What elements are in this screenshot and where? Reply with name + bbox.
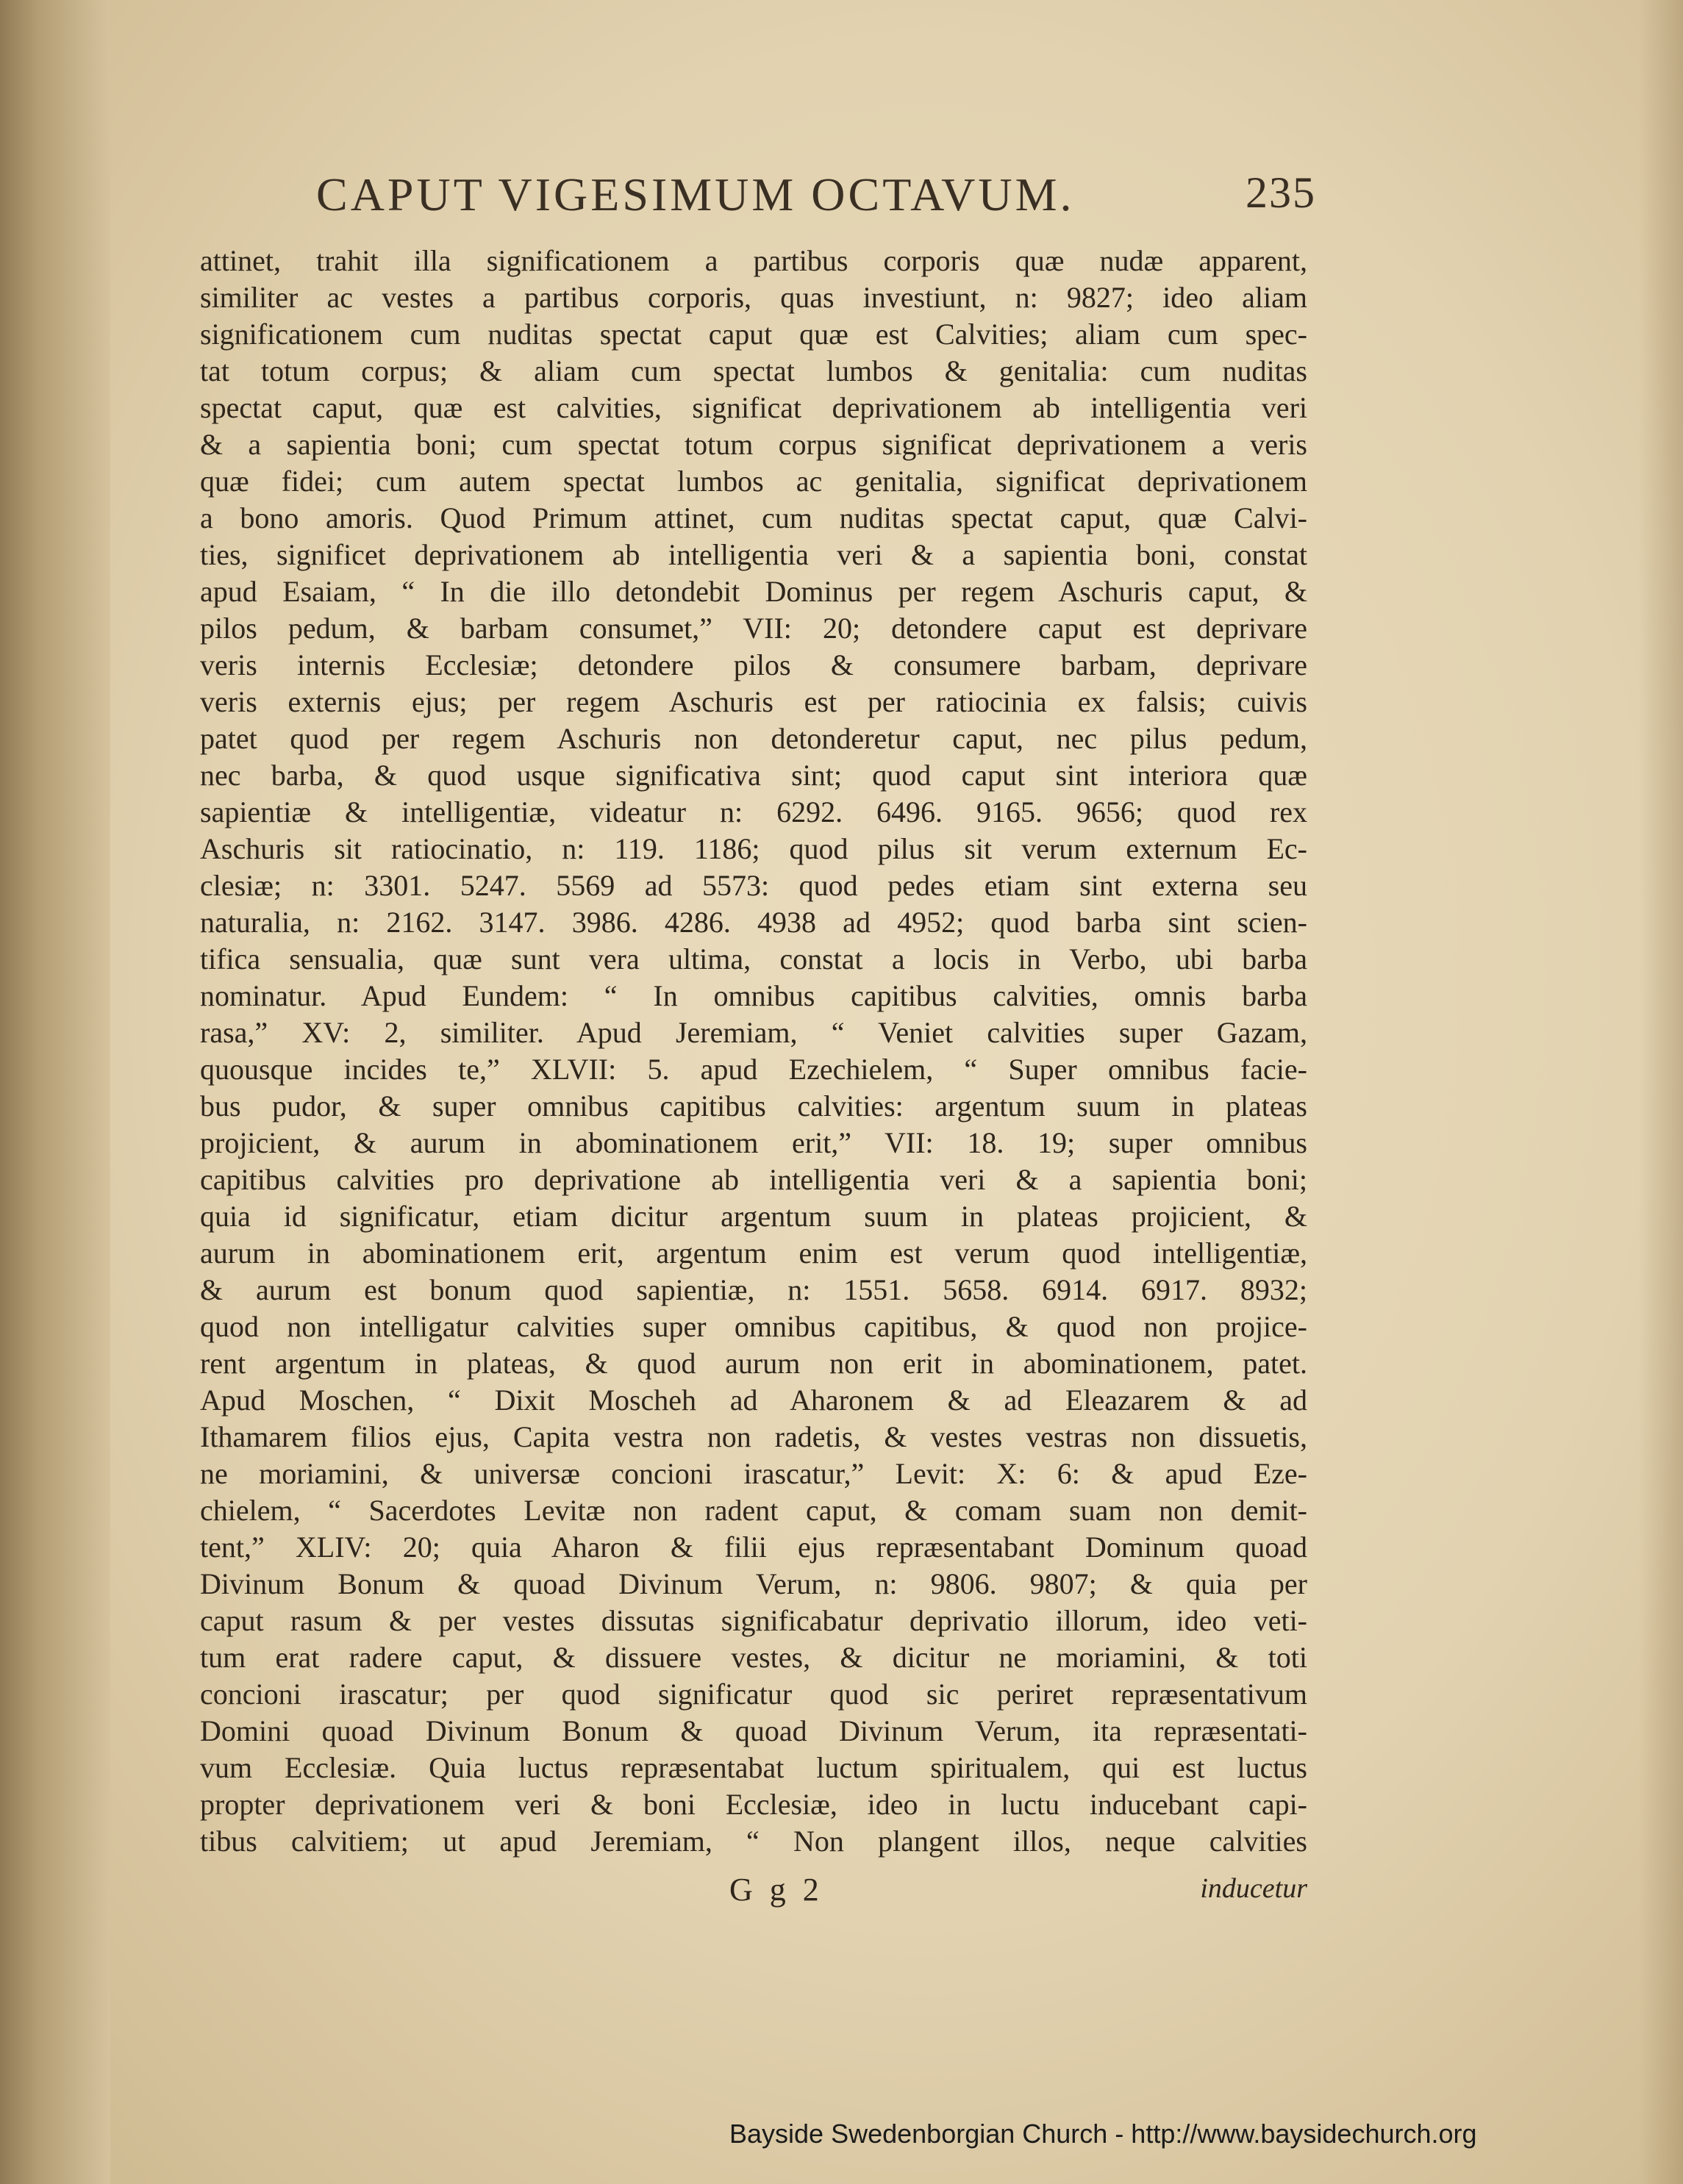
page-footer: [200, 1871, 1307, 1915]
body-text: [200, 243, 1307, 1860]
text-line: patet quod per regem Aschuris non detonderetur caput, nec pilus pedum,: [200, 722, 1307, 755]
text-line: Divinum Bonum & quoad Divinum Verum, n: 9806. 9807; & quia per: [200, 1567, 1307, 1600]
text-line: Apud Moschen, “ Dixit Moscheh ad Aharonem & ad Eleazarem & ad: [200, 1383, 1307, 1417]
text-line: Aschuris sit ratiocinatio, n: 119. 1186; quod pilus sit verum externum Ec-: [200, 832, 1307, 865]
text-line: & a sapientia boni; cum spectat totum corpus significat deprivationem a veris: [200, 428, 1307, 461]
text-line: concioni irascatur; per quod significatur quod sic periret repræsentativum: [200, 1678, 1307, 1711]
text-line: attinet, trahit illa significationem a partibus corporis quæ nudæ apparent,: [200, 244, 1307, 277]
text-line: tifica sensualia, quæ sunt vera ultima, constat a locis in Verbo, ubi barba: [200, 942, 1307, 975]
text-line: nec barba, & quod usque significativa sint; quod caput sint interiora quæ: [200, 759, 1307, 792]
text-line: Ithamarem filios ejus, Capita vestra non radetis, & vestes vestras non dissuetis,: [200, 1420, 1307, 1453]
text-line: tat totum corpus; & aliam cum spectat lumbos & genitalia: cum nuditas: [200, 354, 1307, 387]
text-line: a bono amoris. Quod Primum attinet, cum nuditas spectat caput, quæ Calvi-: [200, 501, 1307, 534]
text-line: vum Ecclesiæ. Quia luctus repræsentabat luctum spiritualem, qui est luctus: [200, 1751, 1307, 1784]
text-line: sapientiæ & intelligentiæ, videatur n: 6292. 6496. 9165. 9656; quod rex: [200, 795, 1307, 828]
text-line: quod non intelligatur calvities super omnibus capitibus, & quod non projice-: [200, 1310, 1307, 1343]
page-number: 235: [1246, 168, 1316, 217]
text-line: chielem, “ Sacerdotes Levitæ non radent caput, & comam suam non demit-: [200, 1494, 1307, 1527]
text-line: significationem cum nuditas spectat caput quæ est Calvities; aliam cum spec-: [200, 318, 1307, 351]
text-line: tibus calvitiem; ut apud Jeremiam, “ Non plangent illos, neque calvities: [200, 1825, 1307, 1858]
running-head: [316, 168, 1316, 234]
text-line: rent argentum in plateas, & quod aurum non erit in abominationem, patet.: [200, 1347, 1307, 1380]
text-line: spectat caput, quæ est calvities, significat deprivationem ab intelligentia veri: [200, 391, 1307, 424]
signature-mark: G g 2: [729, 1872, 823, 1908]
text-line: projicient, & aurum in abominationem erit,” VII: 18. 19; super omnibus: [200, 1126, 1307, 1159]
text-line: nominatur. Apud Eundem: “ In omnibus capitibus calvities, omnis barba: [200, 979, 1307, 1012]
text-line: caput rasum & per vestes dissutas significabatur deprivatio illorum, ideo veti-: [200, 1604, 1307, 1637]
text-line: ne moriamini, & universæ concioni irascatur,” Levit: X: 6: & apud Eze-: [200, 1457, 1307, 1490]
text-line: veris internis Ecclesiæ; detondere pilos & consumere barbam, deprivare: [200, 648, 1307, 681]
page-edge-shadow: [1639, 0, 1683, 2184]
text-line: aurum in abominationem erit, argentum enim est verum quod intelligentiæ,: [200, 1236, 1307, 1270]
text-line: pilos pedum, & barbam consumet,” VII: 20; detondere caput est deprivare: [200, 612, 1307, 645]
text-line: tent,” XLIV: 20; quia Aharon & filii ejus repræsentabant Dominum quoad: [200, 1530, 1307, 1564]
text-line: Domini quoad Divinum Bonum & quoad Divinum Verum, ita repræsentati-: [200, 1714, 1307, 1747]
text-line: capitibus calvities pro deprivatione ab intelligentia veri & a sapientia boni;: [200, 1163, 1307, 1196]
text-line: quæ fidei; cum autem spectat lumbos ac genitalia, significat deprivationem: [200, 465, 1307, 498]
text-line: similiter ac vestes a partibus corporis, quas investiunt, n: 9827; ideo aliam: [200, 281, 1307, 314]
text-line: & aurum est bonum quod sapientiæ, n: 1551. 5658. 6914. 6917. 8932;: [200, 1273, 1307, 1306]
text-line: ties, significet deprivationem ab intelligentia veri & a sapientia boni, constat: [200, 538, 1307, 571]
text-line: apud Esaiam, “ In die illo detondebit Dominus per regem Aschuris caput, &: [200, 575, 1307, 608]
text-line: quousque incides te,” XLVII: 5. apud Ezechielem, “ Super omnibus facie-: [200, 1053, 1307, 1086]
watermark-credit: Bayside Swedenborgian Church - http://www.baysidechurch.org: [729, 2119, 1477, 2149]
text-line: veris externis ejus; per regem Aschuris est per ratiocinia ex falsis; cuivis: [200, 685, 1307, 718]
text-line: rasa,” XV: 2, similiter. Apud Jeremiam, “ Veniet calvities super Gazam,: [200, 1016, 1307, 1049]
text-line: quia id significatur, etiam dicitur argentum suum in plateas projicient, &: [200, 1200, 1307, 1233]
binding-gutter: [0, 0, 110, 2184]
text-line: propter deprivationem veri & boni Ecclesiæ, ideo in luctu inducebant capi-: [200, 1788, 1307, 1821]
text-line: bus pudor, & super omnibus capitibus calvities: argentum suum in plateas: [200, 1089, 1307, 1123]
text-line: tum erat radere caput, & dissuere vestes, & dicitur ne moriamini, & toti: [200, 1641, 1307, 1674]
catchword: inducetur: [1200, 1873, 1307, 1904]
chapter-title: CAPUT VIGESIMUM OCTAVUM.: [316, 168, 1075, 221]
text-line: clesiæ; n: 3301. 5247. 5569 ad 5573: quod pedes etiam sint externa seu: [200, 869, 1307, 902]
text-line: naturalia, n: 2162. 3147. 3986. 4286. 4938 ad 4952; quod barba sint scien-: [200, 906, 1307, 939]
